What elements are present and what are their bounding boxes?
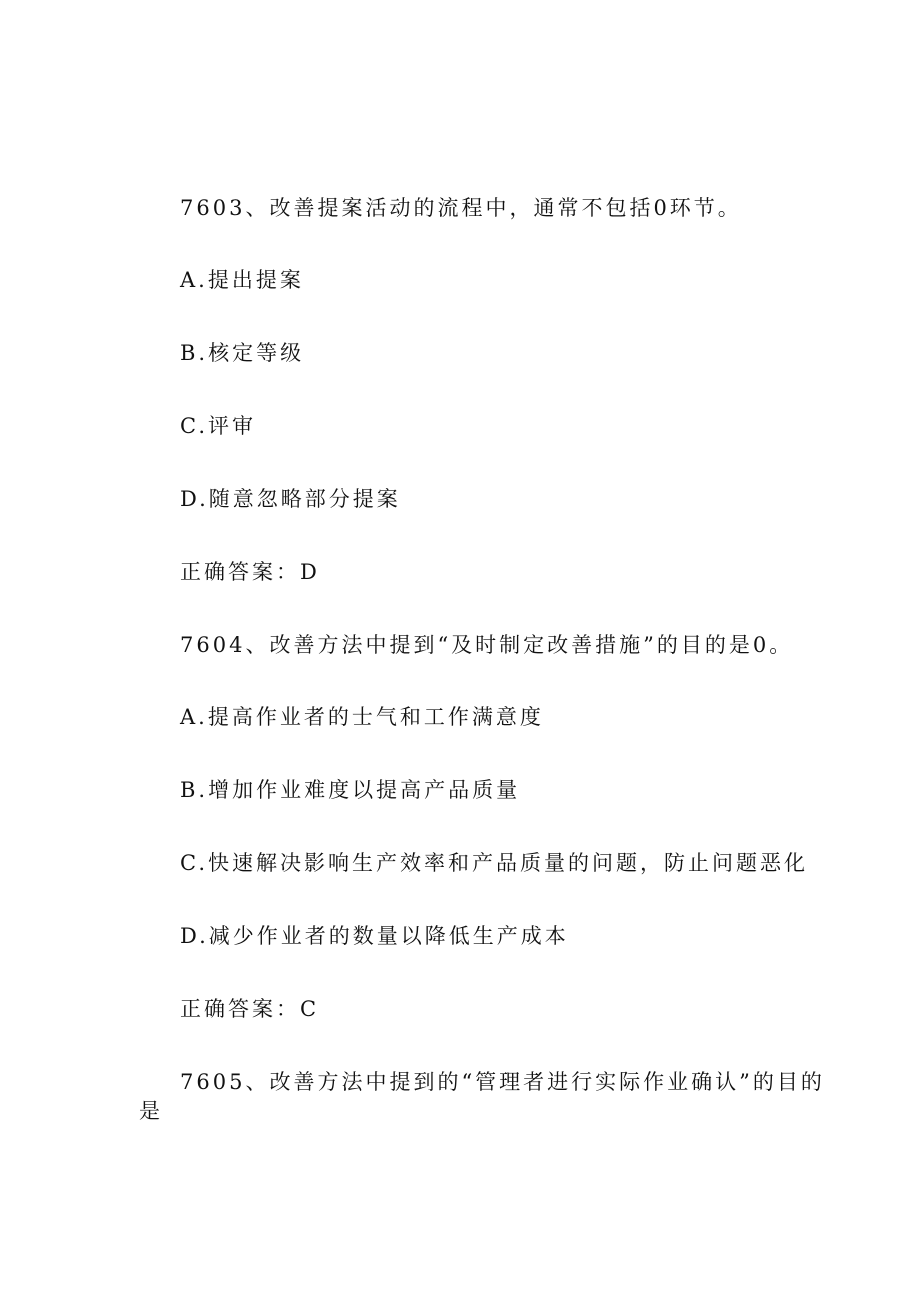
question-7603-stem: 7603、改善提案活动的流程中，通常不包括0环节。 [180, 196, 742, 220]
question-7603-option-c: C.评审 [180, 414, 256, 438]
question-7604-option-b: B.增加作业难度以提高产品质量 [180, 778, 521, 802]
question-7605-stem-line1: 7605、改善方法中提到的“管理者进行实际作业确认”的目的 [180, 1070, 825, 1094]
question-7604-stem: 7604、改善方法中提到“及时制定改善措施”的目的是0。 [180, 633, 794, 657]
question-7603-option-a: A.提出提案 [180, 268, 304, 292]
question-7604-option-c: C.快速解决影响生产效率和产品质量的问题，防止问题恶化 [180, 851, 808, 875]
question-7604-option-a: A.提高作业者的士气和工作满意度 [180, 705, 544, 729]
question-7605-stem-line2: 是 [139, 1099, 163, 1123]
question-7603-option-b: B.核定等级 [180, 341, 305, 365]
question-7603-answer: 正确答案：D [180, 560, 320, 584]
question-7604-answer: 正确答案：C [180, 997, 320, 1021]
question-7604-option-d: D.减少作业者的数量以降低生产成本 [180, 924, 569, 948]
question-7603-option-d: D.随意忽略部分提案 [180, 487, 401, 511]
